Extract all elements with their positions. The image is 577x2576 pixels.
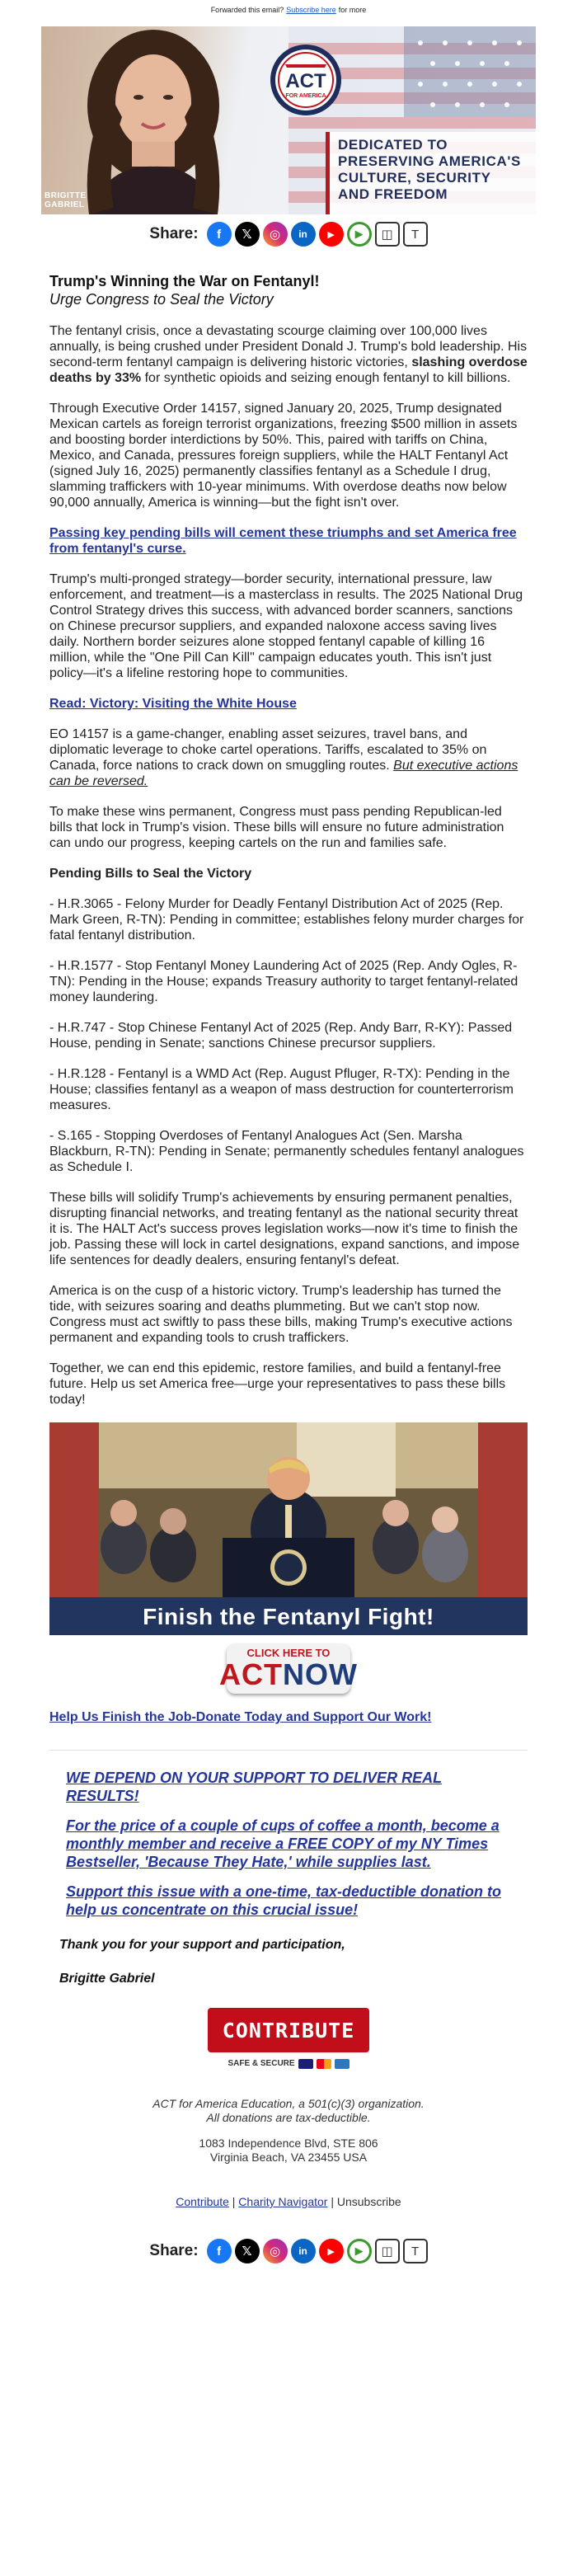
appeal-link[interactable]: Support this issue with a one-time, tax-deductible donation to help us concentrate on this crucial issue! bbox=[66, 1883, 502, 1918]
share-bar-bottom bbox=[0, 2231, 577, 2271]
pending-bills-link[interactable]: Passing key pending bills will cement these triumphs and set America free from fentanyl's curse. bbox=[49, 526, 517, 556]
x-icon[interactable]: 𝕏 bbox=[235, 2239, 260, 2263]
paragraph-5: To make these wins permanent, Congress must pass pending Republican-led bills that lock in Trump's vision. These bills will ensure no future administration can undo our progress, keeping cartels on the run and families safe. bbox=[49, 805, 504, 850]
fentanyl-fight-photo[interactable] bbox=[49, 1422, 528, 1635]
svg-text:FOR AMERICA: FOR AMERICA bbox=[285, 93, 326, 99]
bills-heading: Pending Bills to Seal the Victory bbox=[49, 867, 252, 881]
article-subtitle: Urge Congress to Seal the Victory bbox=[49, 291, 274, 308]
instagram-icon[interactable]: ◎ bbox=[263, 2239, 288, 2263]
bill-item: - S.165 - Stopping Overdoses of Fentanyl Analogues Act (Sen. Marsha Blackburn, R-TN): Pending in Senate; permanently schedules fentanyl analogues as Schedule I. bbox=[49, 1129, 524, 1174]
article bbox=[0, 254, 577, 2210]
unsubscribe-link[interactable]: Unsubscribe bbox=[336, 2195, 401, 2208]
white-house-visit-link[interactable]: Read: Victory: Visiting the White House bbox=[49, 697, 297, 711]
share-label: Share: bbox=[149, 225, 199, 242]
paragraph-4: EO 14157 is a game-changer, enabling asset seizures, travel bans, and diplomatic leverage to choke cartel operations. Tariffs, escalated to 35% on Canada, force nations to crack down on smuggling routes. But executive actions can be reversed. bbox=[49, 727, 518, 788]
linkedin-icon[interactable]: in bbox=[291, 2239, 316, 2263]
appeal-link[interactable]: WE DEPEND ON YOUR SUPPORT TO DELIVER REAL RESULTS! bbox=[66, 1770, 443, 1804]
svg-text:ACT: ACT bbox=[285, 70, 326, 92]
bill-item: - H.R.128 - Fentanyl is a WMD Act (Rep. August Pfluger, R-TX): Pending in the House; classifies fentanyl as a weapon of mass destruction for counterterrorism measures. bbox=[49, 1067, 514, 1112]
youtube-icon[interactable]: ▶ bbox=[319, 222, 344, 247]
bill-item: - H.R.3065 - Felony Murder for Deadly Fentanyl Distribution Act of 2025 (Rep. Mark Green, R-TN): Pending in committee; establishes felony murder charges for fatal fentanyl distribution. bbox=[49, 897, 524, 942]
mastercard-icon bbox=[317, 2059, 331, 2069]
gettr-icon[interactable]: ◫ bbox=[375, 222, 400, 247]
footer-links: Contribute | Charity Navigator | Unsubscribe bbox=[176, 2195, 401, 2208]
donation-appeal bbox=[49, 1769, 528, 1919]
amex-icon bbox=[335, 2059, 349, 2069]
linkedin-icon[interactable]: in bbox=[291, 222, 316, 247]
signature: Brigitte Gabriel bbox=[59, 1972, 155, 1986]
contribute-area bbox=[49, 2008, 528, 2077]
act-now-area bbox=[49, 1642, 528, 1696]
paragraph-3: Trump's multi-pronged strategy—border security, international pressure, law enforcement, and treatment—is a masterclass in results. The 2025 National Drug Control Strategy drives this success, with advanced border scanners, sanctions on Chinese precursor suppliers, and expanded naloxone access saving lives daily. Northern border seizures alone stopped fentanyl capable of killing 16 million, while the "One Pill Can Kill" campaign educates youth. This isn't just policy—it's a lifeline restoring hope to communities. bbox=[49, 572, 523, 680]
paragraph-1: The fentanyl crisis, once a devastating scourge claiming over 100,000 lives annually, is being crushed under President Donald J. Trump's bold leadership. His second-term fentanyl campaign is delivering historic victories, slashing overdose deaths by 33% for synthetic opioids and seizing enough fentanyl to kill billions. bbox=[49, 324, 528, 385]
footer-contribute-link[interactable]: Contribute bbox=[176, 2195, 229, 2208]
appeal-link[interactable]: For the price of a couple of cups of coffee a month, become a monthly member and receive a FREE COPY of my NY Times Bestseller, 'Because They Hate,' while supplies last. bbox=[66, 1817, 500, 1870]
truth-social-icon[interactable]: T bbox=[403, 222, 428, 247]
forward-notice: Forwarded this email? Subscribe here for more bbox=[210, 6, 367, 14]
fentanyl-fight-band: Finish the Fentanyl Fight! bbox=[49, 1597, 528, 1635]
share-bar-top bbox=[0, 214, 577, 254]
paragraph-6: These bills will solidify Trump's achievements by ensuring permanent penalties, disrupting financial networks, and treating fentanyl as the national security threat it is. The HALT Act's success proves legislation works—now it's time to finish the job. Passing these will lock in cartel designations, expand sanctions, and impose life sentences for deadly dealers, ensuring fentanyl's defeat. bbox=[49, 1191, 520, 1267]
bill-item: - H.R.747 - Stop Chinese Fentanyl Act of 2025 (Rep. Andy Barr, R-KY): Passed House, pending in Senate; sanctions Chinese precursor suppliers. bbox=[49, 1021, 513, 1051]
contribute-button[interactable]: CONTRIBUTE SAFE & SECURE bbox=[208, 2008, 369, 2077]
divider bbox=[49, 1750, 528, 1751]
youtube-icon[interactable]: ▶ bbox=[319, 2239, 344, 2263]
paragraph-8: Together, we can end this epidemic, restore families, and build a fentanyl-free future. Help us set America free—urge your representatives to pass these bills today! bbox=[49, 1361, 506, 1407]
facebook-icon[interactable]: f bbox=[207, 222, 232, 247]
rumble-icon[interactable]: ▶ bbox=[347, 222, 372, 247]
donate-link[interactable]: Help Us Finish the Job-Donate Today and Support Our Work! bbox=[49, 1710, 432, 1724]
org-disclaimer: ACT for America Education, a 501(c)(3) organization. All donations are tax-deductible. bbox=[152, 2097, 425, 2124]
mailing-address: 1083 Independence Blvd, STE 806 Virginia Beach, VA 23455 USA bbox=[199, 2136, 378, 2164]
gettr-icon[interactable]: ◫ bbox=[375, 2239, 400, 2263]
truth-social-icon[interactable]: T bbox=[403, 2239, 428, 2263]
portrait-caption: BRIGITTE GABRIEL bbox=[45, 191, 87, 209]
facebook-icon[interactable]: f bbox=[207, 2239, 232, 2263]
paragraph-7: America is on the cusp of a historic victory. Trump's leadership has turned the tide, with seizures soaring and deaths plummeting. But we can't stop now. Congress must act swiftly to pass these bills, making Trump's executive actions permanent and expanding tools to crush traffickers. bbox=[49, 1284, 513, 1345]
portrait-photo bbox=[56, 26, 250, 214]
x-icon[interactable]: 𝕏 bbox=[235, 222, 260, 247]
paragraph-2: Through Executive Order 14157, signed January 20, 2025, Trump designated Mexican cartels as foreign terrorist organizations, freezing $500 million in assets and boosting border interdictions by 50%. This, paired with tariffs on China, Mexico, and Canada, pressures foreign suppliers, while the HALT Fentanyl Act (signed July 16, 2025) permanently classifies fentanyl as a Schedule I drug, slamming traffickers with 10-year minimums. With overdose deaths now below 90,000 annually, America is winning—but the fight isn't over. bbox=[49, 402, 518, 510]
hero-banner bbox=[41, 26, 536, 214]
share-label: Share: bbox=[149, 2242, 199, 2259]
instagram-icon[interactable]: ◎ bbox=[263, 222, 288, 247]
thanks-note: Thank you for your support and participation, bbox=[59, 1938, 345, 1952]
white-house-event-photo bbox=[49, 1422, 528, 1597]
subscribe-link[interactable]: Subscribe here bbox=[286, 6, 336, 14]
rumble-icon[interactable]: ▶ bbox=[347, 2239, 372, 2263]
bill-item: - H.R.1577 - Stop Fentanyl Money Laundering Act of 2025 (Rep. Andy Ogles, R-TN): Pending in the House; expands Treasury authority to target fentanyl-related money laundering. bbox=[49, 959, 518, 1004]
article-title: Trump's Winning the War on Fentanyl! bbox=[49, 273, 320, 289]
visa-icon bbox=[298, 2059, 313, 2069]
act-for-america-logo bbox=[269, 43, 343, 117]
act-now-button[interactable]: CLICK HERE TO ACTNOW bbox=[227, 1644, 350, 1694]
mission-tagline: DEDICATED TO PRESERVING AMERICA'S CULTURE, SECURITY AND FREEDOM bbox=[326, 132, 536, 214]
charity-navigator-link[interactable]: Charity Navigator bbox=[238, 2195, 328, 2208]
